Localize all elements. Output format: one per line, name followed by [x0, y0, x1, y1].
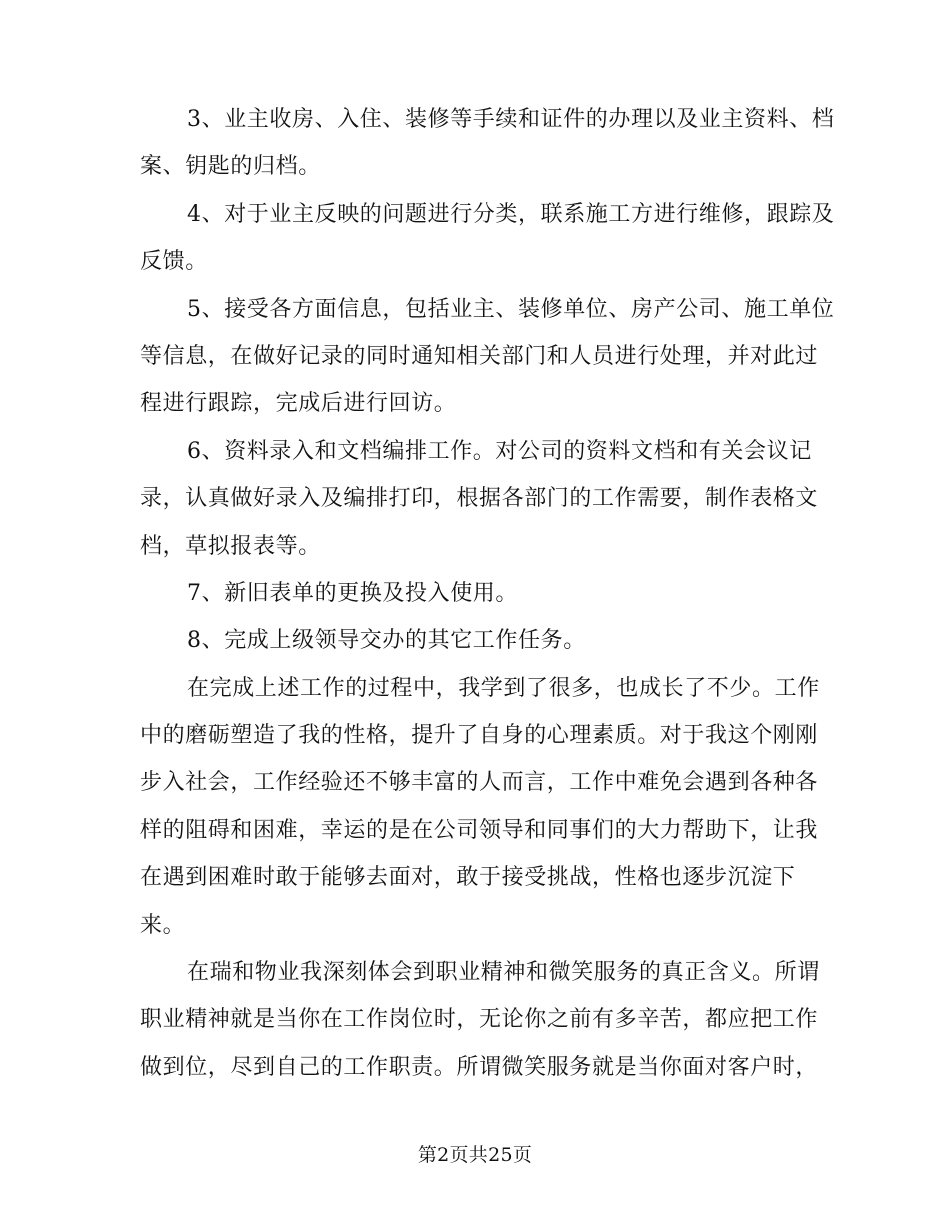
paragraph-line: 样的阻碍和困难，幸运的是在公司领导和同事们的大力帮助下，让我: [140, 817, 819, 843]
paragraph-line: 等信息，在做好记录的同时通知相关部门和人员进行处理，并对此过: [140, 343, 819, 369]
paragraph-item-4: [140, 191, 835, 286]
paragraph-item-7: [140, 570, 810, 617]
paragraph-line: 在遇到困难时敢于能够去面对，敢于接受挑战，性格也逐步沉淀下: [140, 865, 796, 891]
paragraph-line: 案、钥匙的归档。: [140, 154, 321, 180]
paragraph-line: 档，草拟报表等。: [140, 533, 321, 559]
paragraph-line: 中的磨砺塑造了我的性格，提升了自身的心理素质。对于我这个刚刚: [140, 723, 819, 749]
paragraph-line: 在瑞和物业我深刻体会到职业精神和微笑服务的真正含义。所谓: [187, 960, 820, 986]
paragraph-item-3: [140, 96, 835, 191]
paragraph-item-5: [140, 286, 835, 428]
paragraph-line: 在完成上述工作的过程中，我学到了很多，也成长了不少。工作: [187, 675, 820, 701]
paragraph-line: 4、对于业主反映的问题进行分类，联系施工方进行维修，跟踪及: [187, 201, 835, 227]
paragraph-line: 3、业主收房、入住、装修等手续和证件的办理以及业主资料、档: [187, 107, 835, 132]
paragraph-line: 步入社会，工作经验还不够丰富的人而言，工作中难免会遇到各种各: [140, 770, 819, 796]
paragraph-line: 反馈。: [140, 249, 208, 275]
paragraph-line: 程进行跟踪，完成后进行回访。: [140, 391, 457, 417]
paragraph-line: 来。: [140, 912, 186, 938]
paragraph-line: 录，认真做好录入及编排打印，根据各部门的工作需要，制作表格文: [140, 486, 819, 512]
page-number-footer: 第2页共25页: [417, 1144, 533, 1166]
paragraph-line: 6、资料录入和文档编排工作。对公司的资料文档和有关会议记: [187, 438, 812, 464]
document-body: [140, 96, 835, 1091]
paragraph-item-6: [140, 428, 819, 570]
paragraph-line: 8、完成上级领导交办的其它工作任务。: [187, 628, 586, 654]
paragraph-line: 7、新旧表单的更换及投入使用。: [187, 580, 518, 606]
paragraph-line: 职业精神就是当你在工作岗位时，无论你之前有多辛苦，都应把工作: [140, 1007, 819, 1033]
paragraph-growth: [140, 665, 820, 949]
paragraph-professionalism: [140, 949, 820, 1091]
paragraph-item-8: [140, 617, 810, 664]
paragraph-line: 5、接受各方面信息，包括业主、装修单位、房产公司、施工单位: [187, 296, 835, 322]
paragraph-line: 做到位，尽到自己的工作职责。所谓微笑服务就是当你面对客户时，: [140, 1054, 819, 1080]
